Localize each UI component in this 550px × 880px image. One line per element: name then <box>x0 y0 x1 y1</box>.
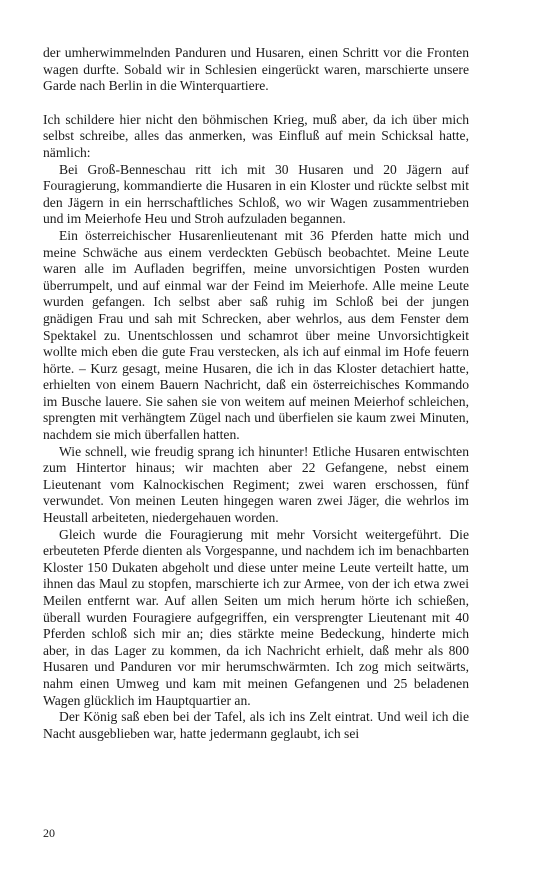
book-page-text <box>43 45 469 742</box>
paragraph-king: Der König saß eben bei der Tafel, als ich ins Zelt eintrat. Und weil ich die Nacht ausgeblieben war, hatte jedermann geglaubt, ich sei <box>43 709 469 741</box>
page-number: 20 <box>43 826 55 840</box>
paragraph-intro: Ich schildere hier nicht den böhmischen Krieg, muß aber, da ich über mich selbst schreibe, alles das anmerken, was Einfluß auf mein Schicksal hatte, nämlich: <box>43 111 469 160</box>
paragraph-prisoners: Wie schnell, wie freudig sprang ich hinunter! Etliche Husaren entwischten zum Hintertor hinaus; wir machten aber 22 Gefangene, nebst einem Lieutenant vom Kalnockischen Regiment; zwei waren erschossen, fünf verwundet. Von meinen Leuten hingegen waren zwei Jäger, die wehrlos im Heustall arbeiteten, niedergehauen worden. <box>43 443 469 526</box>
paragraph-gross-benneschau: Bei Groß-Benneschau ritt ich mit 30 Husaren und 20 Jägern auf Fouragierung, kommandierte die Husaren in ein Kloster und rückte selbst mit den Jägern in ein herrschaftliches Schloß, wo wir Wagen zusammentrieben und im Meierhofe Heu und Stroh aufzuladen begannen. <box>43 161 469 227</box>
paragraph-foraging-continued: Gleich wurde die Fouragierung mit mehr Vorsicht weitergeführt. Die erbeuteten Pferde dienten als Vorgespanne, und nachdem ich im benachbarten Kloster 150 Dukaten abgeholt und diese unter meine Leute verteilt hatte, um ihnen das Maul zu stopfen, marschierte ich zur Armee, von der ich etwa zwei Meilen entfernt war. Auf allen Seiten um mich herum hörte ich schießen, überall wurden Fouragiere aufgegriffen, ein versprengter Lieutenant mit 40 Pferden schloß sich mir an; dies stärkte meine Bedeckung, hinderte mich aber, in das Lager zu kommen, da ich Nachricht erhielt, daß mehr als 800 Husaren und Panduren vor mir herumschwärmten. Ich zog mich seitwärts, nahm einen Umweg und kam mit meinen Gefangenen und 25 beladenen Wagen glücklich im Hauptquartier an. <box>43 526 469 708</box>
paragraph-austrian-lieutenant: Ein österreichischer Husarenlieutenant mit 36 Pferden hatte mich und meine Schwäche aus einem verdeckten Gebüsch beobachtet. Meine Leute waren alle im Aufladen begriffen, meine unvorsichtigen Posten wurden überrumpelt, und auf einmal war der Feind im Meierhofe. Alle meine Leute wurden gefangen. Ich selbst aber saß ruhig im Schloß bei der jungen gnädigen Frau und sah mit Schrecken, aber wehrlos, aus dem Fenster dem Spektakel zu. Unentschlossen und schamrot über meine Unvorsichtigkeit wollte mich eben die gute Frau verstecken, als ich auf einmal im Hofe feuern hörte. – Kurz gesagt, meine Husaren, die ich in das Kloster detachiert hatte, erhielten von einem Bauern Nachricht, daß ein österreichisches Kommando im Busche lauere. Sie sahen sie von weitem auf meinen Meierhof schleichen, sprengten mit verhängtem Zügel nach und überfielen sie kaum zwei Minuten, nachdem sie mich überfallen hatten. <box>43 227 469 443</box>
paragraph-continuation: der umherwimmelnden Panduren und Husaren, einen Schritt vor die Fronten wagen durfte. Sobald wir in Schlesien eingerückt waren, marschierte unsere Garde nach Berlin in die Winterquartiere. <box>43 45 469 94</box>
